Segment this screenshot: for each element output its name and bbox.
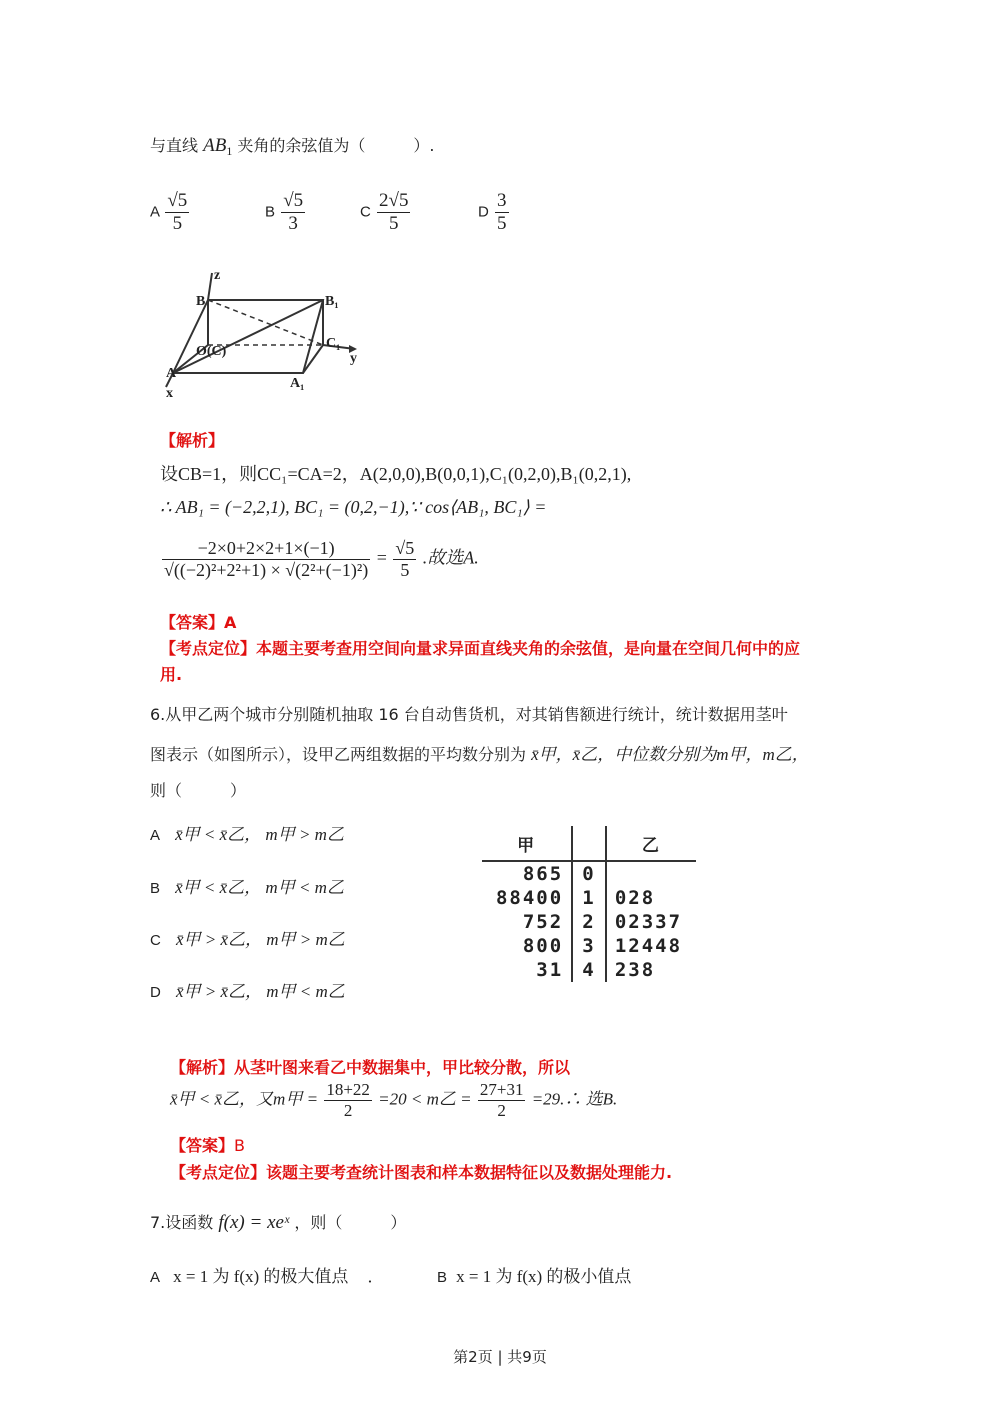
answer-tag: 【答案】 xyxy=(170,1136,235,1155)
leaf-yi: 12448 xyxy=(614,935,683,957)
dashed-b-c1 xyxy=(208,300,323,345)
fraction-denominator: 3 xyxy=(288,213,298,234)
q5-option-d[interactable] xyxy=(478,190,511,235)
option-letter: B xyxy=(437,1269,448,1286)
leaf-jia: 31 xyxy=(482,958,572,982)
option-letter: A xyxy=(150,203,160,221)
header-jia: 甲 xyxy=(482,826,572,861)
q6-stem-line2 xyxy=(150,740,809,765)
q6-stem-line1: 6.从甲乙两个城市分别随机抽取 16 台自动售货机，对其销售额进行统计，统计数据用茎叶 xyxy=(150,705,788,724)
option-text: x̄甲 > x̄乙， m甲 > m乙 xyxy=(175,930,345,949)
q5-option-a[interactable] xyxy=(150,190,191,235)
option-letter: D xyxy=(478,203,489,221)
cosine-fraction xyxy=(162,538,370,581)
fraction-numerator: 2√5 xyxy=(379,190,409,211)
fraction-numerator: −2×0+2×2+1×(−1) xyxy=(162,538,370,560)
label-b: B xyxy=(196,294,206,309)
q5-stem-prefix: 与直线 xyxy=(150,136,199,155)
stem-value: 0 xyxy=(572,861,606,886)
option-letter: C xyxy=(150,932,161,949)
label-x: x xyxy=(166,386,173,400)
option-fraction xyxy=(495,190,509,235)
option-dot: ． xyxy=(367,1267,384,1286)
table-header-row xyxy=(482,826,696,861)
header-stem xyxy=(572,826,606,861)
q5-kaodian-line1: 【考点定位】本题主要考查用空间向量求异面直线夹角的余弦值，是向量在空间几何中的应 xyxy=(160,639,801,658)
label-b1: B₁ xyxy=(325,294,339,309)
option-letter: B xyxy=(265,203,276,221)
q7-option-a[interactable] xyxy=(150,1262,384,1287)
leaf-yi: 238 xyxy=(614,959,656,981)
option-letter: A xyxy=(150,1269,161,1286)
option-fraction xyxy=(281,190,305,235)
leaf-jia: 800 xyxy=(482,934,572,958)
leaf-yi: 02337 xyxy=(614,911,683,933)
page-footer: 第2页 | 共9页 xyxy=(453,1348,547,1366)
q5-stem-math: AB xyxy=(203,135,227,156)
option-letter: D xyxy=(150,984,161,1001)
fraction-numerator: √5 xyxy=(283,190,304,211)
fraction-denominator: 5 xyxy=(400,560,410,580)
q5-stem-sub: 1 xyxy=(226,144,233,159)
q6-option-a[interactable] xyxy=(150,820,344,845)
q6-analysis-part-a: x̄甲 < x̄乙，又m甲 = xyxy=(170,1089,319,1109)
label-c: O(C) xyxy=(196,344,227,359)
prism-figure xyxy=(160,265,370,400)
option-text: x̄甲 < x̄乙， m甲 < m乙 xyxy=(175,878,344,897)
q6-kaodian: 【考点定位】该题主要考查统计图表和样本数据特征以及数据处理能力. xyxy=(170,1163,673,1182)
fraction-numerator: √5 xyxy=(395,538,415,558)
table-row xyxy=(482,861,696,886)
table-row xyxy=(482,958,696,982)
q7-stem-prefix: 7.设函数 xyxy=(150,1213,214,1232)
q5-stem-suffix: 夹角的余弦值为（ ）. xyxy=(237,136,435,155)
q5-analysis-end: .故选A. xyxy=(422,547,479,568)
q6-option-b[interactable] xyxy=(150,873,344,898)
q5-analysis-line1: 设CB=1，则CC₁=CA=2，A(2,0,0),B(0,0,1),C₁(0,2,0),B₁(0,2,1), xyxy=(160,464,632,484)
stem-leaf-table xyxy=(482,826,696,982)
q6-answer xyxy=(170,1133,245,1156)
label-y: y xyxy=(350,351,357,366)
leaf-yi: 028 xyxy=(614,887,656,909)
table-row xyxy=(482,910,696,934)
fraction-numerator: √5 xyxy=(167,190,188,211)
fraction-denominator: 5 xyxy=(497,213,507,234)
table-row xyxy=(482,886,696,910)
leaf-jia: 88400 xyxy=(482,886,572,910)
fraction-denominator: 5 xyxy=(172,213,183,234)
leaf-jia: 752 xyxy=(482,910,572,934)
median-jia-fraction xyxy=(324,1080,372,1121)
median-yi-fraction xyxy=(478,1080,526,1121)
q6-analysis-line1: 【解析】从茎叶图来看乙中数据集中，甲比较分散，所以 xyxy=(170,1058,571,1077)
fraction-denominator: 2 xyxy=(497,1101,506,1120)
q6-analysis-part-b: =20 < m乙 = xyxy=(378,1089,472,1109)
option-letter: B xyxy=(150,880,161,897)
q5-option-c[interactable] xyxy=(360,190,412,235)
q6-stem-line2-math: x̄甲，x̄乙，中位数分别为m甲，m乙， xyxy=(531,745,809,764)
q7-stem-suffix: ，则（ ） xyxy=(294,1213,407,1232)
fraction-denominator: √((−2)²+2²+1) × √(2²+(−1)²) xyxy=(164,560,369,580)
option-text: x̄甲 < x̄乙， m甲 > m乙 xyxy=(175,825,344,844)
fraction-numerator: 18+22 xyxy=(326,1080,370,1099)
stem-value: 3 xyxy=(572,934,606,958)
option-letter: A xyxy=(150,827,161,844)
stem-value: 1 xyxy=(572,886,606,910)
q6-analysis-part-c: =29.∴ 选B. xyxy=(531,1089,618,1109)
fraction-denominator: 5 xyxy=(388,213,399,234)
q5-stem xyxy=(150,133,435,159)
leaf-yi xyxy=(606,861,696,886)
q6-option-d[interactable] xyxy=(150,977,345,1002)
q6-stem-line2-text: 图表示（如图所示），设甲乙两组数据的平均数分别为 xyxy=(150,745,527,764)
option-text: x = 1 为 f(x) 的极小值点 xyxy=(456,1267,632,1286)
label-z: z xyxy=(214,268,221,283)
q5-kaodian-line2: 用. xyxy=(160,665,183,684)
q5-analysis-tag: 【解析】 xyxy=(160,431,225,450)
fraction-denominator: 2 xyxy=(343,1101,353,1120)
header-yi: 乙 xyxy=(606,826,696,861)
option-text: x̄甲 > x̄乙， m甲 < m乙 xyxy=(175,982,345,1001)
option-text: x = 1 为 f(x) 的极大值点 xyxy=(173,1267,349,1286)
q7-stem xyxy=(150,1210,406,1234)
option-fraction xyxy=(377,190,410,235)
q5-analysis-line2: ∴ AB₁ = (−2,2,1), BC₁ = (0,2,−1),∵ cos⟨AB₁, BC₁⟩ = xyxy=(160,497,547,517)
stem-value: 2 xyxy=(572,910,606,934)
q6-analysis-line2 xyxy=(170,1080,617,1121)
answer-value: B xyxy=(234,1136,245,1155)
label-a: A xyxy=(166,366,177,381)
leaf-jia: 865 xyxy=(482,861,572,886)
q7-option-b[interactable] xyxy=(437,1262,631,1287)
q6-option-c[interactable] xyxy=(150,925,345,950)
option-fraction xyxy=(165,190,189,235)
q5-analysis-formula: $\frac{-2\times 0+2\times 2+1\times(-1)}{\text{√((−2)²+2²+1) × √(2²+(−1)²)}}$ = $\frac{√5}{5}$ .故选A. xyxy=(164,538,479,580)
q5-option-b[interactable] xyxy=(265,190,307,235)
result-fraction xyxy=(393,538,416,581)
q7-stem-math: f(x) = xeˣ xyxy=(218,1212,290,1233)
option-letter: C xyxy=(360,203,371,221)
q5-answer: 【答案】A xyxy=(160,613,237,632)
label-c1: C₁ xyxy=(326,336,341,351)
fraction-numerator: 3 xyxy=(497,190,507,211)
fraction-numerator: 27+31 xyxy=(479,1080,524,1099)
table-row xyxy=(482,934,696,958)
label-a1: A₁ xyxy=(290,376,305,391)
z-axis xyxy=(208,273,212,300)
stem-value: 4 xyxy=(572,958,606,982)
q6-stem-line3: 则（ ） xyxy=(150,781,247,800)
